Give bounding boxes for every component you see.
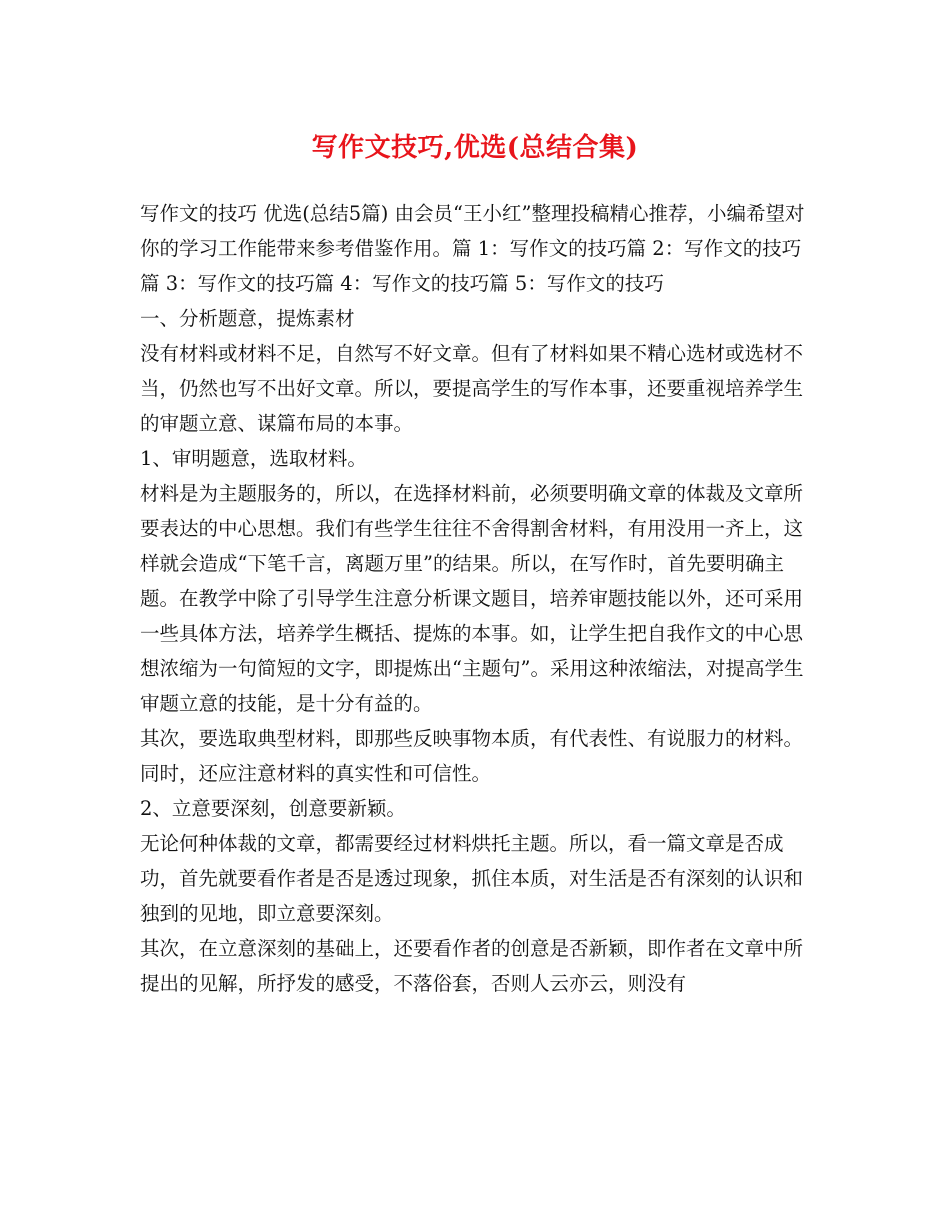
document-body [140,196,820,1001]
section-heading: 一、分析题意，提炼素材 [140,307,355,330]
body-paragraph: 材料是为主题服务的，所以，在选择材料前，必须要明确文章的体裁及文章所要表达的中心思想。我们有些学生往往不舍得割舍材料，有用没用一齐上，这样就会造成“下笔千言，离题万里”的结果。所以，在写作时，首先要明确主题。在教学中除了引导学生注意分析课文题目，培养审题技能以外，还可采用一些具体方法，培养学生概括、提炼的本事。如，让学生把自我作文的中心思想浓缩为一句简短的文字，即提炼出“主题句”。采用这种浓缩法，对提高学生审题立意的技能，是十分有益的。 [140,482,804,715]
subsection-heading: 2、立意要深刻，创意要新颖。 [140,797,406,820]
intro-paragraph: 写作文的技巧 优选(总结5篇) 由会员“王小红”整理投稿精心推荐，小编希望对你的学习工作能带来参考借鉴作用。篇 1：写作文的技巧篇 2：写作文的技巧篇 3：写作文的技巧篇 4：写作文的技巧篇 5：写作文的技巧 [140,202,805,295]
body-paragraph: 其次，要选取典型材料，即那些反映事物本质，有代表性、有说服力的材料。同时，还应注意材料的真实性和可信性。 [140,727,804,785]
body-paragraph: 其次，在立意深刻的基础上，还要看作者的创意是否新颖，即作者在文章中所提出的见解，所抒发的感受，不落俗套，否则人云亦云，则没有 [140,937,804,995]
body-paragraph: 没有材料或材料不足，自然写不好文章。但有了材料如果不精心选材或选材不当，仍然也写不出好文章。所以，要提高学生的写作本事，还要重视培养学生的审题立意、谋篇布局的本事。 [140,342,804,435]
subsection-heading: 1、审明题意，选取材料。 [140,447,367,470]
document-title: 写作文技巧,优选(总结合集) [311,133,639,163]
body-paragraph: 无论何种体裁的文章，都需要经过材料烘托主题。所以，看一篇文章是否成功，首先就要看作者是否是透过现象，抓住本质，对生活是否有深刻的认识和独到的见地，即立意要深刻。 [140,832,804,925]
